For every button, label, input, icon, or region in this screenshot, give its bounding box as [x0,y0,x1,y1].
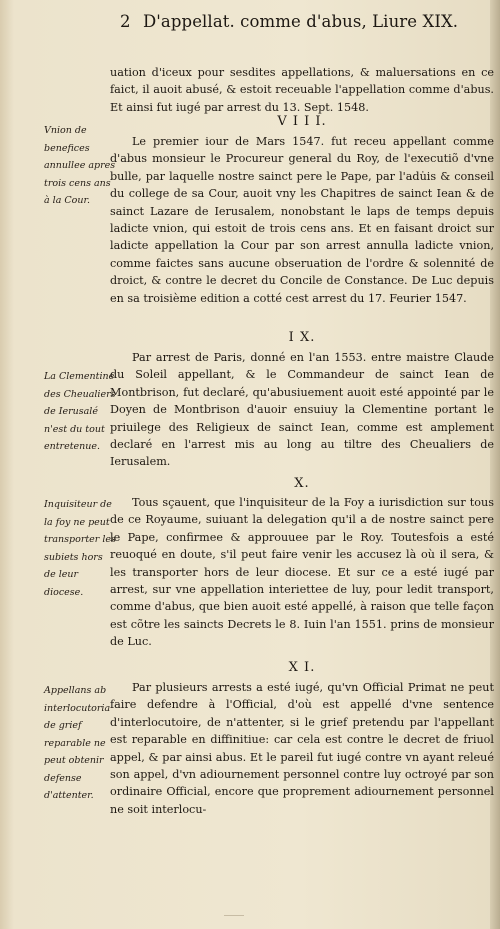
paragraph-text: Le premier iour de Mars 1547. fut receu appellant comme d'abus monsieur le Procureur general du Roy, de l'executiõ d'vne bulle, par laquelle nostre sainct pere le Pape, par l'adu̇is & conseil du college de sa Cour, auoit vny les Chapitres de sainct Iean & de sainct Lazare de Ierusalem, nonobstant le laps de temps depuis ladicte vnion, qui estoit de trois cens ans. Et en faisant droict sur ladicte appellation la Cour par son arrest annulla ladicte vnion, comme faictes sans aucune obseruation de l'ordre & solennité de droict, & contre le decret du Concile de Constance. De Luc depuis en sa troisième edition a cotté cest arrest du 17. Feurier 1547. [110,135,494,305]
margin-note: Appellans ab interlocutoria de grief reparable ne peut obtenir defense d'attenter. [44,685,111,801]
paragraph-text: Par plusieurs arrests a esté iugé, qu'vn Official Primat ne peut faire defendre à l'Official, d'où est appellé d'vne sentence d'interlocutoire, de n'attenter, si le grief pretendu par l'appellant est reparable en diffinitiue: car cela est contre le decret de friuol appel, & par ainsi abus. Et le pareil fut iugé contre vn ayant releué son appel, d'vn adiournement personnel contre luy octroyé par son ordinaire Official, encore que proprement adiournement personnel ne soit interlocu- [110,681,494,816]
margin-note: Vnion de benefices annullee apres trois cens ans à la Cour. [44,125,116,206]
page-header [120,12,492,31]
section-numeral: V I I I. [277,114,327,129]
section-numeral: X. [294,476,310,491]
running-title: D'appellat. comme d'abus, Liure XIX. [142,12,459,31]
section-numeral: I X. [288,330,316,345]
page-smudge [224,907,244,916]
page-number: 2 [120,12,131,31]
section-numeral: X I. [288,660,316,675]
paragraph-text: Tous sçauent, que l'inquisiteur de la Foy a iurisdiction sur tous de ce Royaume, suiuant la delegation qu'il a de nostre sainct pere le Pape, confirmee & approuuee par le Roy. Toutesfois a esté reuoqué en doute, s'il peut faire venir les accusez là où il sera, & les transporter hors de leur diocese. Et sur ce a esté iugé par arrest, sur vne appellation interiettee de luy, pour ledit transport, comme d'abus, que bien auoit esté appellé, à raison que telle façon est cõtre les saincts Decrets le 8. Iuin l'an 1551. prins de monsieur de Luc. [110,496,494,649]
body-paragraph [110,133,494,307]
margin-note: La Clementine des Cheualiers de Ierusalé n'est du tout entretenue. [44,371,116,452]
body-paragraph [110,494,494,651]
paragraph-text: Par arrest de Paris, donné en l'an 1553. entre maistre Claude du Soleil appellant, & le Commandeur de sainct Iean de Montbrison, fut declaré, qu'abusiuement auoit esté appointé par le Doyen de Montbrison d'auoir ensuiuy la Clementine portant le priuilege des Religieux de sainct Iean, comme est amplement declaré en l'arrest mis au long au tiltre des Cheualiers de Ierusalem. [110,351,494,469]
body-paragraph [110,349,494,471]
body-paragraph [110,679,494,818]
paragraph-text: uation d'iceux pour sesdites appellations, & maluersations en ce faict, il auoit abusé, & estoit receuable l'appellation comme d'abus. Et ainsi fut iugé par arrest du 13. Sept. 1548. [110,66,494,114]
body-paragraph [110,64,494,116]
margin-note: Inquisiteur de la foy ne peut transporter les subiets hors de leur diocese. [44,499,116,598]
